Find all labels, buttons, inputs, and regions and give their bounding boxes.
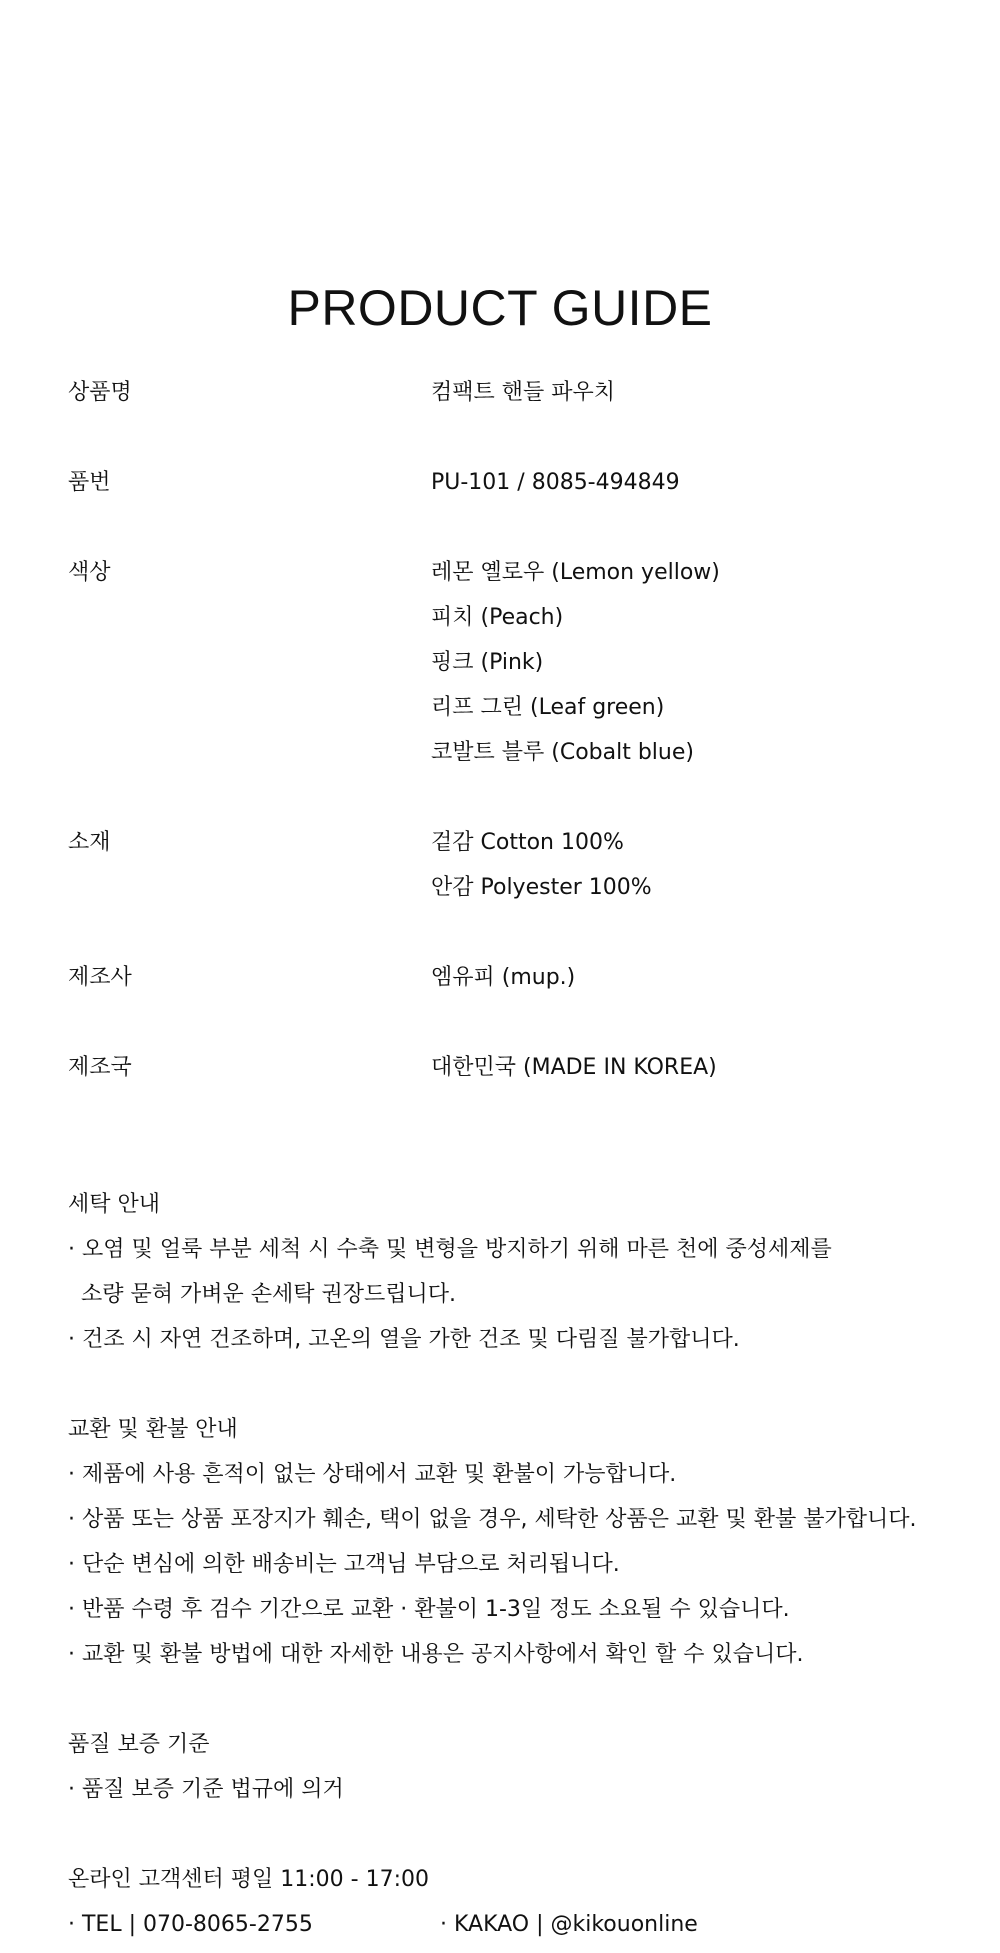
spec-label: 상품명 — [68, 380, 132, 405]
spec-value: 피치 (Peach) — [431, 605, 564, 630]
spec-row-item-number — [68, 460, 948, 505]
contact-row — [68, 1902, 968, 1947]
contact-tel: · TEL | 070-8065-2755 — [68, 1912, 313, 1937]
page-title: PRODUCT GUIDE — [287, 280, 713, 336]
washing-section — [68, 1182, 968, 1362]
spec-value: 안감 Polyester 100% — [431, 875, 652, 900]
contact-section — [68, 1857, 968, 1947]
spec-value: 레몬 옐로우 (Lemon yellow) — [431, 560, 720, 585]
spec-label: 품번 — [68, 470, 111, 495]
spec-row-color — [68, 550, 948, 775]
exchange-heading: 교환 및 환불 안내 — [68, 1417, 238, 1442]
spec-label: 제조사 — [68, 965, 132, 990]
spec-row-manufacturer — [68, 955, 948, 1000]
quality-line: · 품질 보증 기준 법규에 의거 — [68, 1777, 344, 1802]
spec-value: 엠유피 (mup.) — [431, 965, 576, 990]
contact-heading: 온라인 고객센터 평일 11:00 - 17:00 — [68, 1867, 429, 1892]
washing-line: 소량 묻혀 가벼운 손세탁 권장드립니다. — [81, 1282, 456, 1307]
washing-heading: 세탁 안내 — [68, 1192, 161, 1217]
exchange-line: · 상품 또는 상품 포장지가 훼손, 택이 없을 경우, 세탁한 상품은 교환 및 환불 불가합니다. — [68, 1507, 917, 1532]
spec-value: 컴팩트 핸들 파우치 — [431, 380, 616, 405]
spec-value: 코발트 블루 (Cobalt blue) — [431, 740, 694, 765]
exchange-line: · 제품에 사용 흔적이 없는 상태에서 교환 및 환불이 가능합니다. — [68, 1462, 677, 1487]
spec-row-product-name — [68, 370, 948, 415]
exchange-line: · 교환 및 환불 방법에 대한 자세한 내용은 공지사항에서 확인 할 수 있습니다. — [68, 1642, 804, 1667]
exchange-section — [68, 1407, 968, 1677]
washing-line: · 오염 및 얼룩 부분 세척 시 수축 및 변형을 방지하기 위해 마른 천에 중성세제를 — [68, 1237, 832, 1262]
spec-row-material — [68, 820, 948, 910]
spec-table — [68, 370, 948, 1135]
spec-label: 색상 — [68, 560, 111, 585]
spec-value: PU-101 / 8085-494849 — [431, 470, 680, 495]
exchange-line: · 반품 수령 후 검수 기간으로 교환 · 환불이 1-3일 정도 소요될 수 있습니다. — [68, 1597, 790, 1622]
spec-label: 소재 — [68, 830, 111, 855]
spec-value: 핑크 (Pink) — [431, 650, 544, 675]
spec-row-country — [68, 1045, 948, 1090]
spec-value: 겉감 Cotton 100% — [431, 830, 624, 855]
exchange-line: · 단순 변심에 의한 배송비는 고객님 부담으로 처리됩니다. — [68, 1552, 620, 1577]
spec-label: 제조국 — [68, 1055, 132, 1080]
washing-line: · 건조 시 자연 건조하며, 고온의 열을 가한 건조 및 다림질 불가합니다. — [68, 1327, 740, 1352]
spec-value: 리프 그린 (Leaf green) — [431, 695, 665, 720]
contact-kakao: · KAKAO | @kikouonline — [440, 1912, 698, 1937]
spec-value: 대한민국 (MADE IN KOREA) — [431, 1055, 717, 1080]
quality-heading: 품질 보증 기준 — [68, 1732, 210, 1757]
quality-section — [68, 1722, 968, 1812]
